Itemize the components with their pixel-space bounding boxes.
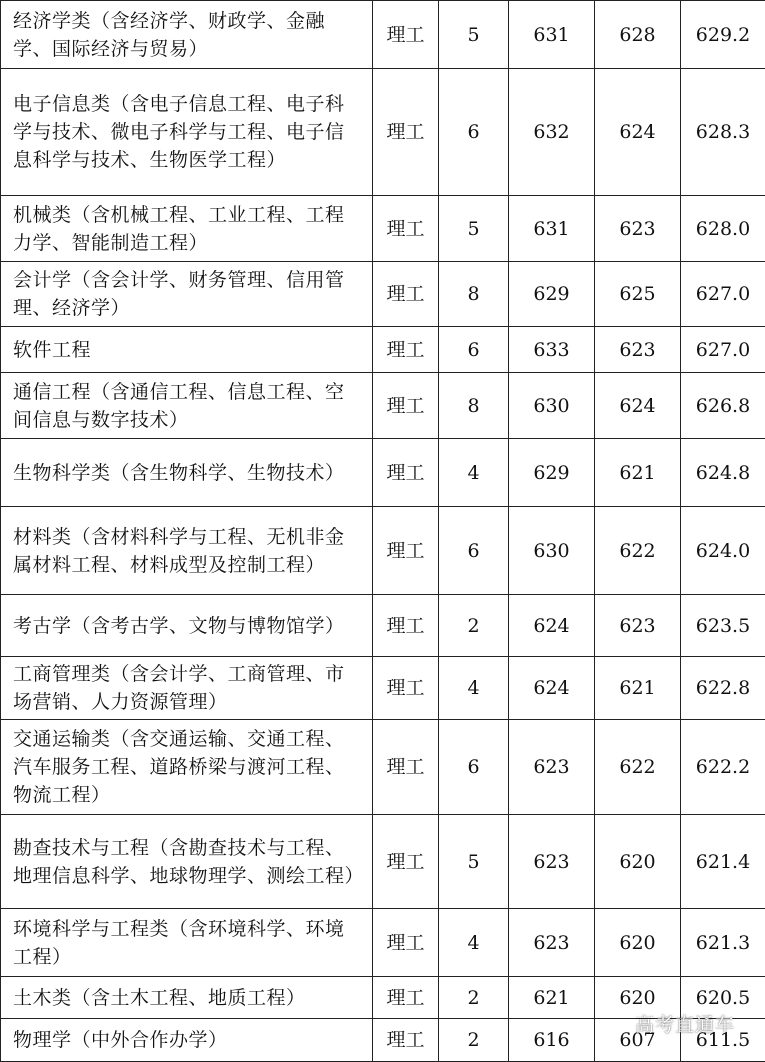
avg-score: 624.8 [681,439,765,507]
major-name: 机械类（含机械工程、工业工程、工程力学、智能制造工程） [1,196,373,262]
table-row [1,439,765,507]
min-score: 621 [595,439,681,507]
table-row [1,1,765,69]
enrollment-count: 6 [439,69,509,196]
enrollment-count: 4 [439,657,509,720]
subject-category: 理工 [373,373,439,439]
major-name: 工商管理类（含会计学、工商管理、市场营销、人力资源管理） [1,657,373,720]
table-row [1,507,765,595]
subject-category: 理工 [373,262,439,327]
major-name: 软件工程 [1,327,373,373]
max-score: 623 [509,909,595,977]
enrollment-count: 5 [439,196,509,262]
avg-score: 621.4 [681,815,765,909]
subject-category: 理工 [373,977,439,1019]
major-name: 土木类（含土木工程、地质工程） [1,977,373,1019]
major-name: 考古学（含考古学、文物与博物馆学） [1,595,373,657]
max-score: 624 [509,595,595,657]
subject-category: 理工 [373,327,439,373]
table-row [1,720,765,815]
min-score: 624 [595,69,681,196]
avg-score: 623.5 [681,595,765,657]
min-score: 625 [595,262,681,327]
max-score: 623 [509,720,595,815]
enrollment-count: 8 [439,373,509,439]
major-name: 电子信息类（含电子信息工程、电子科学与技术、微电子科学与工程、电子信息科学与技术、生物医学工程） [1,69,373,196]
table-row [1,327,765,373]
enrollment-count: 6 [439,507,509,595]
max-score: 616 [509,1019,595,1062]
min-score: 607 [595,1019,681,1062]
major-name: 交通运输类（含交通运输、交通工程、汽车服务工程、道路桥梁与渡河工程、物流工程） [1,720,373,815]
table-row [1,595,765,657]
subject-category: 理工 [373,815,439,909]
avg-score: 622.2 [681,720,765,815]
subject-category: 理工 [373,1,439,69]
enrollment-count: 2 [439,977,509,1019]
major-name: 材料类（含材料科学与工程、无机非金属材料工程、材料成型及控制工程） [1,507,373,595]
avg-score: 628.3 [681,69,765,196]
min-score: 623 [595,327,681,373]
avg-score: 628.0 [681,196,765,262]
enrollment-count: 5 [439,815,509,909]
watermark: 高考直通车 [635,1010,735,1037]
avg-score: 627.0 [681,327,765,373]
max-score: 630 [509,507,595,595]
min-score: 628 [595,1,681,69]
min-score: 624 [595,373,681,439]
min-score: 620 [595,977,681,1019]
table-row [1,373,765,439]
enrollment-count: 6 [439,720,509,815]
avg-score: 629.2 [681,1,765,69]
avg-score: 620.5 [681,977,765,1019]
min-score: 621 [595,657,681,720]
max-score: 621 [509,977,595,1019]
enrollment-count: 2 [439,1019,509,1062]
min-score: 623 [595,595,681,657]
subject-category: 理工 [373,909,439,977]
max-score: 631 [509,196,595,262]
table-row [1,815,765,909]
avg-score: 626.8 [681,373,765,439]
max-score: 633 [509,327,595,373]
enrollment-count: 2 [439,595,509,657]
avg-score: 611.5 [681,1019,765,1062]
min-score: 622 [595,720,681,815]
subject-category: 理工 [373,595,439,657]
max-score: 631 [509,1,595,69]
max-score: 632 [509,69,595,196]
max-score: 623 [509,815,595,909]
enrollment-count: 4 [439,909,509,977]
subject-category: 理工 [373,69,439,196]
subject-category: 理工 [373,720,439,815]
enrollment-count: 6 [439,327,509,373]
max-score: 630 [509,373,595,439]
major-name: 会计学（含会计学、财务管理、信用管理、经济学） [1,262,373,327]
subject-category: 理工 [373,1019,439,1062]
major-name: 生物科学类（含生物科学、生物技术） [1,439,373,507]
max-score: 624 [509,657,595,720]
table-row [1,262,765,327]
subject-category: 理工 [373,657,439,720]
min-score: 620 [595,815,681,909]
table-row [1,196,765,262]
major-name: 环境科学与工程类（含环境科学、环境工程） [1,909,373,977]
major-name: 物理学（中外合作办学） [1,1019,373,1062]
avg-score: 622.8 [681,657,765,720]
max-score: 629 [509,439,595,507]
major-name: 通信工程（含通信工程、信息工程、空间信息与数字技术） [1,373,373,439]
subject-category: 理工 [373,196,439,262]
major-name: 经济学类（含经济学、财政学、金融学、国际经济与贸易） [1,1,373,69]
avg-score: 624.0 [681,507,765,595]
max-score: 629 [509,262,595,327]
min-score: 620 [595,909,681,977]
min-score: 622 [595,507,681,595]
table-row [1,909,765,977]
min-score: 623 [595,196,681,262]
avg-score: 627.0 [681,262,765,327]
table-row [1,69,765,196]
subject-category: 理工 [373,507,439,595]
subject-category: 理工 [373,439,439,507]
enrollment-count: 4 [439,439,509,507]
enrollment-count: 5 [439,1,509,69]
enrollment-count: 8 [439,262,509,327]
major-name: 勘查技术与工程（含勘查技术与工程、地理信息科学、地球物理学、测绘工程） [1,815,373,909]
avg-score: 621.3 [681,909,765,977]
table-row [1,657,765,720]
